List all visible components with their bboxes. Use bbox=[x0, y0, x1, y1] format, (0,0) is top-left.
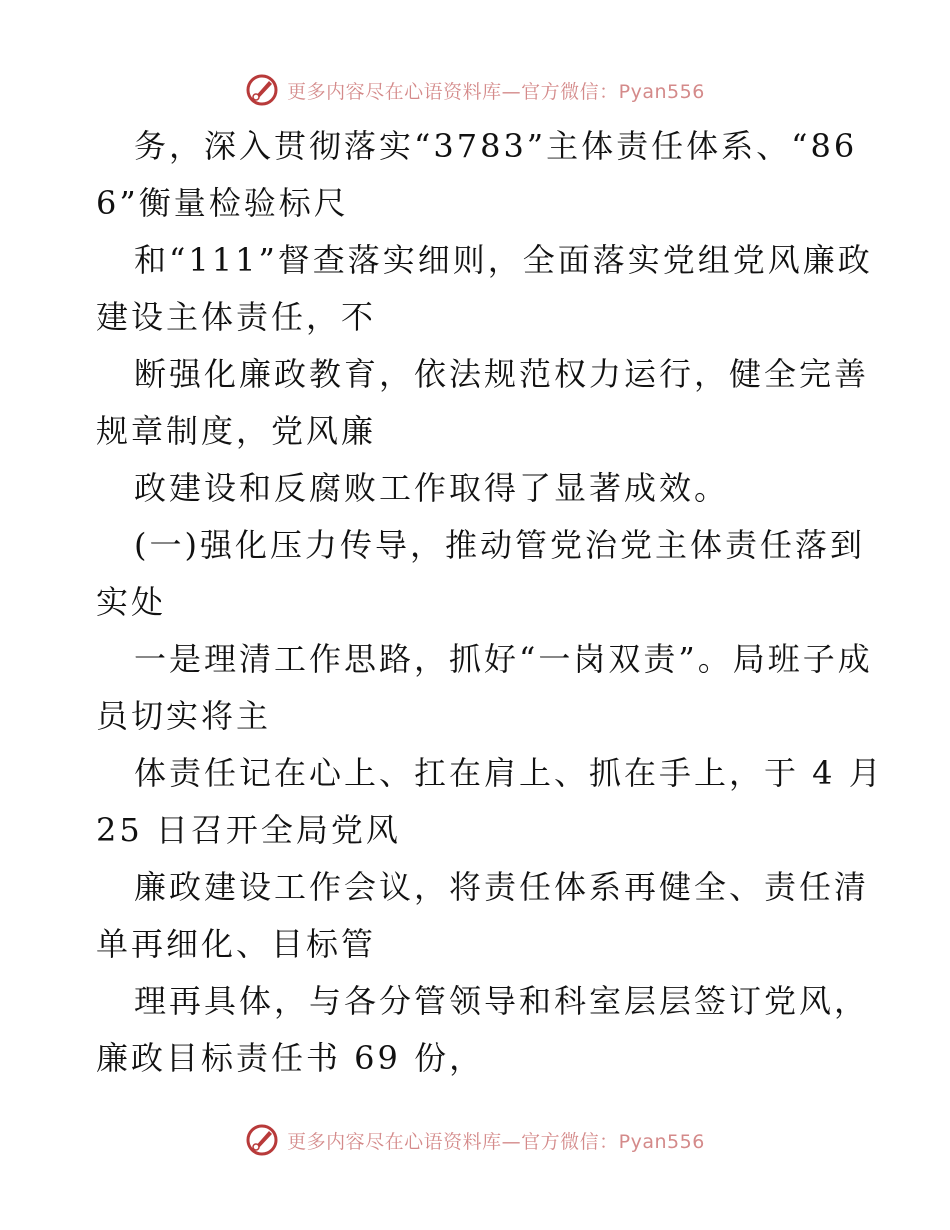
footer-watermark bbox=[0, 1120, 950, 1160]
paragraph: 廉政建设工作会议，将责任体系再健全、责任清单再细化、目标管 bbox=[96, 868, 870, 963]
paragraph: 体责任记在心上、扛在肩上、抓在手上，于 4 月 25 日召开全局党风 bbox=[96, 754, 884, 849]
section-heading: (一)强化压力传导，推动管党治党主体责任落到实处 bbox=[96, 526, 865, 621]
paragraph: 务，深入贯彻落实“3783”主体责任体系、“866”衡量检验标尺 bbox=[96, 127, 858, 222]
paragraph: 理再具体，与各分管领导和科室层层签订党风，廉政目标责任书 69 份， bbox=[96, 982, 870, 1077]
watermark-text: 更多内容尽在心语资料库—官方微信：Pyan556 bbox=[287, 80, 705, 103]
quill-circle-icon bbox=[245, 1123, 279, 1157]
paragraph: 断强化廉政教育，依法规范权力运行，健全完善规章制度，党风廉 bbox=[96, 355, 870, 450]
quill-circle-icon bbox=[245, 73, 279, 107]
paragraph: 一是理清工作思路，抓好“一岗双责”。局班子成员切实将主 bbox=[96, 640, 873, 735]
paragraph: 和“111”督查落实细则，全面落实党组党风廉政建设主体责任，不 bbox=[96, 241, 873, 336]
document-body bbox=[96, 118, 896, 1087]
paragraph: 政建设和反腐败工作取得了显著成效。 bbox=[134, 469, 730, 507]
header-watermark bbox=[0, 70, 950, 110]
watermark-text: 更多内容尽在心语资料库—官方微信：Pyan556 bbox=[287, 1130, 705, 1153]
